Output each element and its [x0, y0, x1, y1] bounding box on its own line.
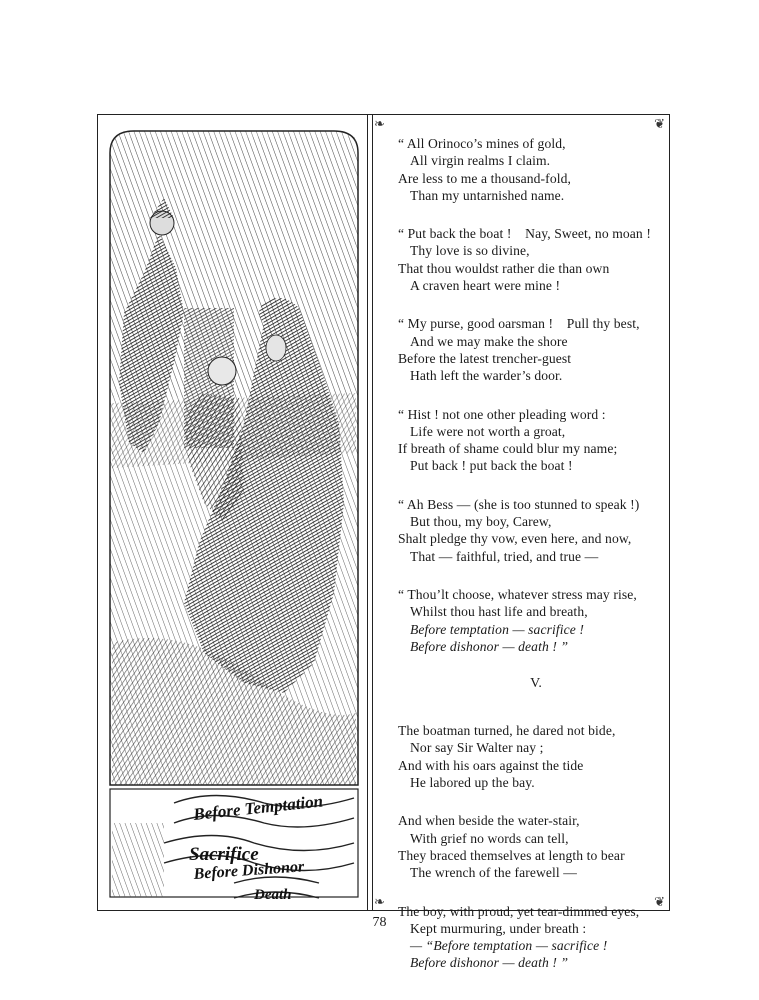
banner-line-2: Sacrifice	[189, 844, 259, 865]
poem-line: — “Before temptation — sacrifice !	[410, 938, 608, 954]
poem-line: “ Hist ! not one other pleading word :	[398, 406, 606, 422]
section-number: V.	[530, 676, 542, 692]
poem-line: Whilst thou hast life and breath,	[410, 604, 588, 620]
poem-line: With grief no words can tell,	[410, 830, 569, 846]
poem-line: “ Put back the boat ! Nay, Sweet, no moan !	[398, 226, 651, 242]
stanza	[398, 225, 666, 294]
poem-line: That thou wouldst rather die than own	[398, 260, 610, 276]
poem-line: Nor say Sir Walter nay ;	[410, 740, 544, 756]
poem-line: The wrench of the farewell —	[410, 865, 577, 881]
poem-line: Life were not worth a groat,	[410, 423, 566, 439]
corner-ornament-icon: ❦	[654, 894, 665, 909]
page-number: 78	[372, 915, 387, 930]
banner-line-4: Death	[254, 887, 292, 903]
poem-line: Kept murmuring, under breath :	[410, 920, 587, 936]
stanza	[398, 903, 666, 972]
poem-line: If breath of shame could blur my name;	[398, 441, 618, 457]
banner-line-3: Before Dishonor	[193, 858, 305, 883]
poem-line: Shalt pledge thy vow, even here, and now,	[398, 531, 632, 547]
poem-line: Before dishonor — death ! ”	[410, 638, 569, 654]
poem-line: “ My purse, good oarsman ! Pull thy best,	[398, 316, 640, 332]
poem-line: Thy love is so divine,	[410, 243, 530, 259]
stanza	[398, 406, 666, 475]
stanza	[398, 812, 666, 881]
stanza	[398, 586, 666, 655]
poem-column	[398, 135, 666, 993]
poem-line: Put back ! put back the boat !	[410, 458, 573, 474]
illustration	[104, 123, 363, 903]
poem-line: And when beside the water-stair,	[398, 813, 580, 829]
corner-ornament-icon: ❦	[654, 116, 665, 131]
poem-line: That — faithful, tried, and true —	[410, 548, 599, 564]
poem-line: Are less to me a thousand-fold,	[398, 170, 571, 186]
poem-line: A craven heart were mine !	[410, 278, 561, 294]
poem-line: Before temptation — sacrifice !	[410, 621, 584, 637]
poem-line: And with his oars against the tide	[398, 757, 584, 773]
corner-ornament-icon: ❧	[374, 894, 385, 909]
stanza	[398, 135, 666, 204]
stanza	[398, 315, 666, 384]
poem-line: “ Thou’lt choose, whatever stress may rise,	[398, 586, 637, 602]
banner-line-1: Before Temptation	[192, 791, 324, 824]
poem-line: Than my untarnished name.	[410, 187, 565, 203]
poem-line: The boy, with proud, yet tear-dimmed eyes,	[398, 903, 640, 919]
poem-line: They braced themselves at length to bear	[398, 847, 625, 863]
stanza	[398, 722, 666, 791]
corner-ornament-icon: ❧	[374, 116, 385, 131]
poem-line: Before the latest trencher-guest	[398, 350, 572, 366]
poem-line: The boatman turned, he dared not bide,	[398, 723, 616, 739]
poem-line: Before dishonor — death ! ”	[410, 955, 569, 971]
stanza	[398, 496, 666, 565]
column-divider	[367, 115, 373, 910]
poem-line: “ All Orinoco’s mines of gold,	[398, 136, 566, 151]
poem-line: But thou, my boy, Carew,	[410, 514, 552, 530]
poem-line: All virgin realms I claim.	[410, 153, 551, 169]
poem-line: He labored up the bay.	[410, 775, 535, 791]
poem-line: “ Ah Bess — (she is too stunned to speak !)	[398, 496, 640, 512]
poem-line: Hath left the warder’s door.	[410, 368, 563, 384]
poem-line: And we may make the shore	[410, 333, 568, 349]
